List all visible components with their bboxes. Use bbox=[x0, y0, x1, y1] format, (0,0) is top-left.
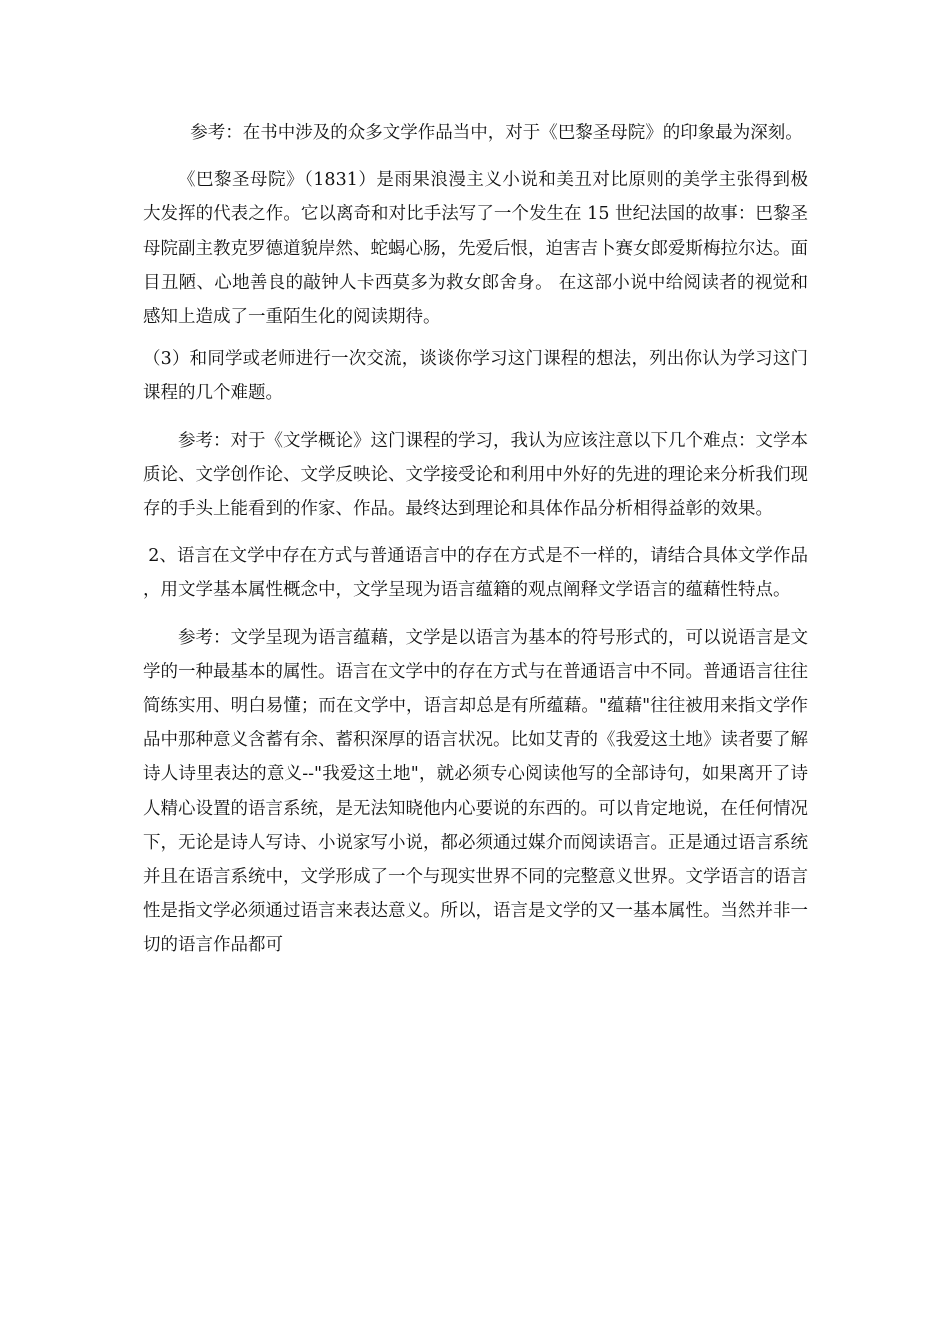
paragraph-question-3: （3）和同学或老师进行一次交流，谈谈你学习这门课程的想法，列出你认为学习这门课程的几个难题。 bbox=[143, 349, 808, 404]
paragraph-reference-1: 参考：在书中涉及的众多文学作品当中，对于《巴黎圣母院》的印象最为深刻。 bbox=[190, 123, 803, 143]
document-page bbox=[143, 116, 808, 963]
paragraph-reference-3: 参考：文学呈现为语言蕴藉，文学是以语言为基本的符号形式的，可以说语言是文学的一种最基本的属性。语言在文学中的存在方式与在普通语言中不同。普通语言往往简练实用、明白易懂；而在文学中，语言却总是有所蕴藉。"蕴藉"往往被用来指文学作品中那种意义含蓄有余、蓄积深厚的语言状况。比如艾青的《我爱这土地》读者要了解诗人诗里表达的意义--"我爱这土地"，就必须专心阅读他写的全部诗句，如果离开了诗人精心设置的语言系统，是无法知晓他内心要说的东西的。可以肯定地说，在任何情况下，无论是诗人写诗、小说家写小说，都必须通过媒介而阅读语言。正是通过语言系统并且在语言系统中，文学形成了一个与现实世界不同的完整意义世界。文学语言的语言性是指文学必须通过语言来表达意义。所以，语言是文学的又一基本属性。当然并非一切的语言作品都可 bbox=[143, 627, 808, 956]
paragraph-reference-2: 参考：对于《文学概论》这门课程的学习，我认为应该注意以下几个难点：文学本质论、文学创作论、文学反映论、文学接受论和利用中外好的先进的理论来分析我们现存的手头上能看到的作家、作品。最终达到理论和具体作品分析相得益彰的效果。 bbox=[143, 430, 808, 520]
paragraph-notre-dame: 《巴黎圣母院》（1831）是雨果浪漫主义小说和美丑对比原则的美学主张得到极大发挥的代表之作。它以离奇和对比手法写了一个发生在 15 世纪法国的故事：巴黎圣母院副主教克罗德道貌岸然、蛇蝎心肠，先爱后恨，迫害吉卜赛女郎爱斯梅拉尔达。面目丑陋、心地善良的敲钟人卡西莫多为救女郎舍身。 在这部小说中给阅读者的视觉和感知上造成了一重陌生化的阅读期待。 bbox=[143, 170, 808, 328]
paragraph-question-2: 2、语言在文学中存在方式与普通语言中的存在方式是不一样的，请结合具体文学作品，用文学基本属性概念中，文学呈现为语言蕴籍的观点阐释文学语言的蕴藉性特点。 bbox=[143, 546, 808, 601]
